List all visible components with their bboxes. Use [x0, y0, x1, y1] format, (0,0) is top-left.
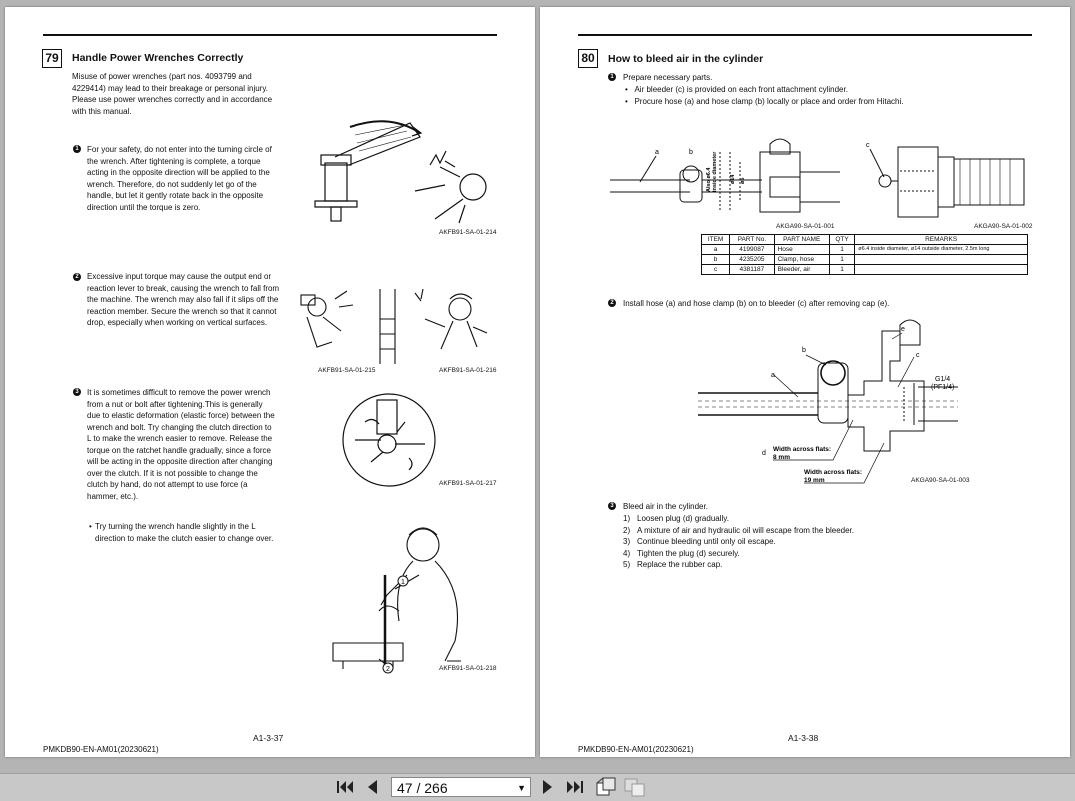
fig1-label-b: b: [689, 149, 693, 156]
step-marker-3: 3: [608, 502, 616, 510]
chevron-down-icon: ▼: [517, 783, 526, 793]
prev-page-icon[interactable]: [362, 776, 382, 798]
hose-bleeder-diagram-1: [610, 132, 845, 224]
page-selector[interactable]: [391, 777, 531, 797]
column-header: ITEM: [702, 235, 730, 245]
top-rule: [578, 34, 1032, 36]
thread-label: G1/4: [935, 376, 951, 383]
dim-label: Also ø6.4: [706, 167, 712, 192]
step1-text: Prepare necessary parts.: [623, 73, 713, 82]
dim-label: ø5: [740, 177, 746, 184]
section-number: 79: [42, 49, 62, 68]
flats-label-8: 8 mm: [773, 454, 790, 461]
fig2-label-b: b: [802, 347, 806, 354]
fig1-label-a: a: [655, 149, 659, 156]
tip-bullet: •: [89, 522, 92, 531]
column-header: PART No.: [730, 235, 774, 245]
wrench-turning-illustration: [295, 115, 495, 230]
section-number: 80: [578, 49, 598, 68]
fig2-label-c: c: [916, 352, 920, 359]
table-row: a 4199087 Hose 1 ø6.4 inside diameter, ø14 outside diameter, 2.5m long: [702, 245, 1028, 255]
flats-label-19: 19 mm: [804, 477, 825, 484]
parts-table: [701, 234, 1028, 275]
dim-label: ø14: [730, 174, 736, 184]
step-marker-2: 2: [608, 299, 616, 307]
flats-label-19: Width across flats:: [804, 469, 863, 476]
single-page-view-icon[interactable]: [594, 776, 618, 798]
figure-caption: AKGA90-SA-01-001: [776, 223, 835, 230]
first-page-icon[interactable]: [334, 776, 356, 798]
item-marker-1: 1: [73, 145, 81, 153]
left-page: [5, 7, 535, 757]
operator-turning-handle-illustration: [323, 515, 473, 673]
fig2-label-a: a: [771, 372, 775, 379]
item-marker-3: 3: [73, 388, 81, 396]
figure-caption: AKFB91-SA-01-217: [439, 480, 497, 487]
item-text-3: It is sometimes difficult to remove the power wrench from a nut or bolt after tightening.This is generally due to elastic deformation (elastic force) between the wrench and bolt. Try changing the clutch direction to L to make the wrench easier to remove. Release the torque on the ratchet handle gradually, since a force will be acting in the opposite direction after changing over the clutch. If it is not possible to change the clutch by hand, do not attempt to use force (a hammer, etc.).: [87, 388, 275, 501]
figure-mark-1: 1: [401, 579, 405, 586]
figure-caption: AKFB91-SA-01-218: [439, 665, 497, 672]
step3-list: 1) Loosen plug (d) gradually. 2) A mixture of air and hydraulic oil will escape from the bleeder. 3) Continue bleeding until only oil escape. 4) Tighten the plug (d) securely. 5) Replace the rubber cap.: [623, 514, 854, 569]
column-header: QTY: [829, 235, 854, 245]
thread-label: (PF1/4): [931, 384, 955, 391]
intro-text: Misuse of power wrenches (part nos. 4093799 and 4229414) may lead to their breakage or personal injury. Please use power wrenches correctly and in accordance with this manual.: [72, 72, 273, 116]
flats-label-8: Width across flats:: [773, 446, 832, 453]
step3-text: Bleed air in the cylinder.: [623, 502, 708, 511]
document-id: PMKDB90-EN-AM01(20230621): [43, 745, 159, 754]
column-header: PART NAME: [774, 235, 829, 245]
last-page-icon[interactable]: [564, 776, 586, 798]
table-row: c 4381187 Bleeder, air 1: [702, 265, 1028, 275]
section-title: Handle Power Wrenches Correctly: [72, 52, 244, 64]
page-number: A1-3-38: [788, 733, 819, 743]
fig2-label-d: d: [762, 450, 766, 457]
wrench-falling-illustration: [295, 279, 495, 367]
tip-text: Try turning the wrench handle slightly in the L direction to make the clutch easier to change over.: [95, 522, 274, 543]
item-marker-2: 2: [73, 273, 81, 281]
step2-text: Install hose (a) and hose clamp (b) on to bleeder (c) after removing cap (e).: [623, 299, 890, 308]
viewer-toolbar: [0, 773, 1075, 801]
column-header: REMARKS: [855, 235, 1028, 245]
page-indicator: 47 / 266: [397, 780, 448, 796]
two-page-view-icon[interactable]: [623, 776, 647, 798]
figure-caption: AKGA90-SA-01-002: [974, 223, 1033, 230]
section-title: How to bleed air in the cylinder: [608, 53, 764, 65]
table-header-row: [702, 235, 1028, 245]
document-id: PMKDB90-EN-AM01(20230621): [578, 745, 694, 754]
figure-caption: AKFB91-SA-01-216: [439, 367, 497, 374]
next-page-icon[interactable]: [538, 776, 558, 798]
item-text-1: For your safety, do not enter into the turning circle of the wrench. After tightening is complete, a torque acting in the opposite direction will be applied to the wrench. Therefore, do not suddenly let go of the handle, but let it gently rotate back in the opposite direction until the torque is zero.: [87, 145, 272, 212]
clutch-detail-illustration: [335, 392, 445, 492]
item-text-2: Excessive input torque may cause the output end or reaction lever to break, causing the wrench to fall from the machine. The wrench may also fall if it slips off the reaction member. Secure the wrench so that it cannot drop, especially when working on vertical surfaces.: [87, 272, 280, 327]
figure-caption: AKGA90-SA-01-003: [911, 477, 970, 484]
step-marker-1: 1: [608, 73, 616, 81]
figure-mark-2: 2: [386, 666, 390, 673]
fig1-label-c: c: [866, 142, 870, 149]
figure-caption: AKFB91-SA-01-215: [318, 367, 376, 374]
step1-bullets: • Air bleeder (c) is provided on each front attachment cylinder. • Procure hose (a) and hose clamp (b) locally or place and order from Hitachi.: [625, 85, 904, 106]
bleeder-on-cylinder-diagram: [860, 135, 1035, 223]
right-page: [540, 7, 1070, 757]
dim-label: inside diameter: [712, 151, 718, 192]
fig2-label-e: e: [901, 326, 905, 333]
table-row: b 4235205 Clamp, hose 1: [702, 255, 1028, 265]
figure-caption: AKFB91-SA-01-214: [439, 229, 497, 236]
page-number: A1-3-37: [253, 733, 284, 743]
top-rule: [43, 34, 497, 36]
